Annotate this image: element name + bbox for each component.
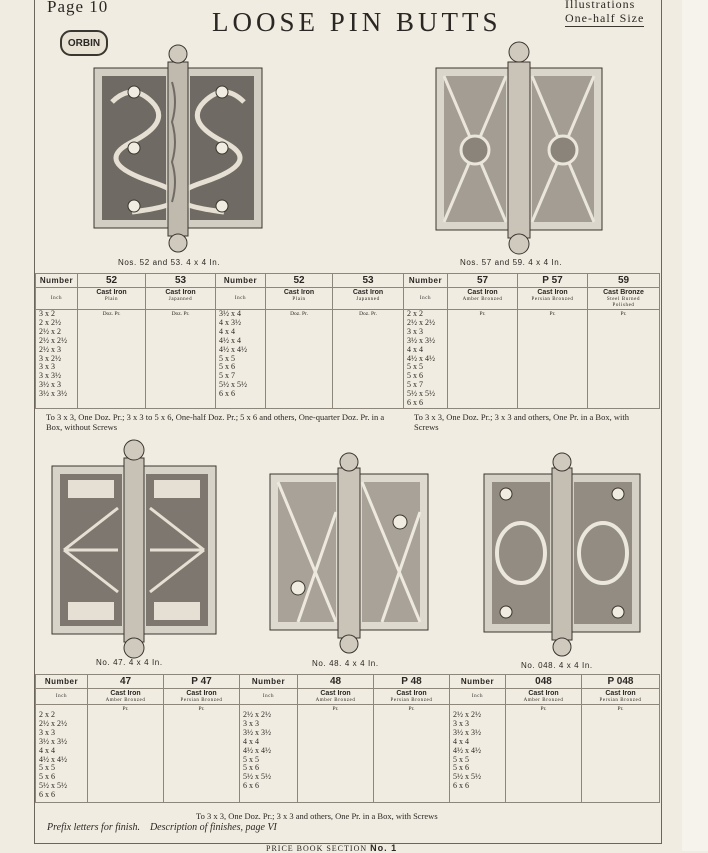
label-persian-bronzed: Persian Bronzed	[531, 297, 574, 302]
cell-48-finish	[298, 689, 374, 705]
label-cast-iron: Cast Iron	[352, 289, 384, 296]
scale-label: One-half Size	[565, 11, 645, 25]
size-entry: 5 x 6	[453, 763, 469, 773]
size-entry: 2½ x 2½	[243, 710, 271, 719]
header-number: Number	[36, 274, 78, 288]
label-amber-bronzed: Amber Bronzed	[523, 698, 564, 703]
packing-note-bottom: To 3 x 3, One Doz. Pr.; 3 x 3 and others, One Pr. in a Box, with Screws	[196, 811, 438, 821]
size-entry: 3 x 3	[453, 718, 469, 728]
cell-59-finish	[588, 288, 660, 310]
finish-footnote: Prefix letters for finish. Description of finishes, page VI	[47, 822, 277, 833]
size-entry: 5½ x 5½	[219, 380, 247, 390]
label-cast-iron: Cast Iron	[165, 289, 196, 296]
sizes-column-3	[450, 705, 506, 803]
section-label: PRICE BOOK SECTION	[266, 844, 368, 853]
label-amber-bronzed: Amber Bronzed	[462, 297, 503, 302]
header-57: 57	[448, 274, 518, 288]
spec-table-top	[35, 273, 660, 409]
cell-p57-finish	[518, 288, 588, 310]
size-entry: 6 x 6	[453, 781, 469, 791]
size-entry: 5 x 6	[243, 763, 259, 773]
cell-52-finish-2	[266, 288, 333, 310]
size-entry: 6 x 6	[407, 398, 423, 408]
size-entry: 6 x 6	[243, 781, 259, 791]
header-inch: Inch	[36, 288, 78, 310]
label-persian-bronzed: Persian Bronzed	[180, 698, 223, 703]
size-entry: 3½ x 3½	[407, 335, 435, 345]
unit-pr: Pr.	[588, 310, 660, 409]
size-entry: 3 x 3	[39, 727, 55, 737]
size-entry: 2½ x 2½	[39, 718, 67, 728]
header-p47: P 47	[164, 675, 240, 689]
size-entry: 4½ x 4½	[243, 745, 271, 755]
unit-doz-pr: Doz. Pr.	[78, 310, 146, 409]
illustrations-note	[565, 0, 644, 27]
label-cast-bronze: Cast Bronze	[603, 289, 644, 296]
size-entry: 6 x 6	[219, 389, 235, 399]
size-entry: 3½ x 4	[219, 309, 241, 318]
page-label: Page 10	[47, 0, 109, 16]
unit-pr: Pr.	[374, 705, 450, 803]
size-entry: 6 x 6	[39, 790, 55, 800]
cell-52-finish	[78, 288, 146, 310]
size-entry: 2½ x 2	[39, 326, 61, 336]
hinge-048-illustration	[482, 452, 642, 658]
page-title: LOOSE PIN BUTTS	[212, 7, 502, 37]
header-number-2: Number	[216, 274, 266, 288]
size-entry: 4 x 4	[453, 736, 469, 746]
unit-pr: Pr.	[88, 705, 164, 803]
cell-048-finish	[506, 689, 582, 705]
size-entry: 2 x 2	[407, 309, 423, 318]
size-entry: 3½ x 3½	[243, 727, 271, 737]
size-entry: 3 x 3	[39, 362, 55, 372]
header-inch-2: Inch	[240, 689, 298, 705]
size-entry: 2 x 2	[39, 710, 55, 719]
hinge-57-59-illustration	[434, 40, 604, 256]
size-entry: 2½ x 2½	[453, 710, 481, 719]
size-entry: 2½ x 3	[39, 344, 61, 354]
label-cast-iron: Cast Iron	[467, 289, 498, 296]
size-entry: 3 x 2½	[39, 353, 61, 363]
label-cast-iron: Cast Iron	[528, 690, 559, 697]
header-p57: P 57	[518, 274, 588, 288]
header-53: 53	[146, 274, 216, 288]
size-entry: 4 x 4	[407, 344, 423, 354]
hinge-52-53-illustration	[92, 42, 264, 254]
size-entry: 5 x 5	[243, 754, 259, 764]
size-entry: 5 x 5	[39, 763, 55, 773]
cell-53-finish-2	[333, 288, 404, 310]
size-entry: 5½ x 5½	[453, 772, 481, 782]
header-p48: P 48	[374, 675, 450, 689]
label-cast-iron: Cast Iron	[537, 289, 568, 296]
label-amber-bronzed: Amber Bronzed	[315, 698, 356, 703]
label-cast-iron: Cast Iron	[396, 690, 427, 697]
size-entry: 3 x 3½	[39, 371, 61, 381]
section-number: No. 1	[370, 843, 398, 853]
header-p048: P 048	[582, 675, 660, 689]
spec-table-bottom	[35, 674, 660, 803]
header-inch-2: Inch	[216, 288, 266, 310]
cell-53-finish	[146, 288, 216, 310]
figure-caption-048: No. 048. 4 x 4 In.	[521, 661, 593, 670]
size-entry: 4½ x 4½	[407, 353, 435, 363]
label-cast-iron: Cast Iron	[320, 690, 351, 697]
sizes-column-left	[36, 310, 78, 409]
label-japanned: Japanned	[356, 297, 380, 302]
header-48: 48	[298, 675, 374, 689]
cell-57-finish	[448, 288, 518, 310]
label-steel-burned: Steel Burned	[606, 297, 641, 302]
size-entry: 5 x 5	[219, 353, 235, 363]
size-entry: 3 x 2	[39, 309, 55, 318]
sizes-column-1	[36, 705, 88, 803]
label-amber-bronzed: Amber Bronzed	[105, 698, 146, 703]
label-cast-iron: Cast Iron	[110, 690, 141, 697]
size-entry: 3½ x 3	[39, 380, 61, 390]
size-entry: 5 x 7	[407, 380, 423, 390]
sizes-column-2	[240, 705, 298, 803]
size-entry: 4½ x 4½	[39, 754, 67, 764]
label-polished: Polished	[612, 303, 635, 308]
header-inch: Inch	[36, 689, 88, 705]
size-entry: 5 x 6	[219, 362, 235, 372]
size-entry: 5 x 6	[407, 371, 423, 381]
size-entry: 4½ x 4	[219, 335, 241, 345]
unit-pr: Pr.	[448, 310, 518, 409]
header-52-2: 52	[266, 274, 333, 288]
size-entry: 3 x 3	[243, 718, 259, 728]
header-59: 59	[588, 274, 660, 288]
logo-text: ORBIN	[67, 37, 101, 49]
label-plain: Plain	[104, 297, 119, 302]
header-number-3: Number	[450, 675, 506, 689]
cell-p48-finish	[374, 689, 450, 705]
size-entry: 3½ x 3½	[39, 736, 67, 746]
header-inch-3: Inch	[450, 689, 506, 705]
sizes-column-mid	[216, 310, 266, 409]
packing-note-left: To 3 x 3, One Doz. Pr.; 3 x 3 to 5 x 6, One-half Doz. Pr.; 5 x 6 and others, One-quarter Doz. Pr. in a Box, without Screws	[46, 412, 385, 432]
unit-doz-pr: Doz. Pr.	[146, 310, 216, 409]
size-entry: 4 x 4	[39, 745, 55, 755]
label-persian-bronzed: Persian Bronzed	[599, 698, 642, 703]
header-inch-3: Inch	[404, 288, 448, 310]
figure-caption-52-53: Nos. 52 and 53. 4 x 4 In.	[118, 258, 221, 267]
size-entry: 5 x 5	[453, 754, 469, 764]
size-entry: 4½ x 4½	[453, 745, 481, 755]
unit-pr: Pr.	[582, 705, 660, 803]
header-number-2: Number	[240, 675, 298, 689]
price-book-footer	[266, 843, 397, 853]
hinge-48-illustration	[268, 452, 430, 656]
unit-doz-pr: Doz. Pr.	[266, 310, 333, 409]
header-048: 048	[506, 675, 582, 689]
size-entry: 5 x 6	[39, 772, 55, 782]
size-entry: 2½ x 2½	[407, 317, 435, 327]
size-entry: 5½ x 5½	[243, 772, 271, 782]
label-cast-iron: Cast Iron	[283, 289, 315, 296]
size-entry: 3 x 3	[407, 326, 423, 336]
figure-caption-47: No. 47. 4 x 4 In.	[96, 658, 163, 667]
cell-p048-finish	[582, 689, 660, 705]
size-entry: 4 x 4	[243, 736, 259, 746]
size-entry: 4 x 4	[219, 326, 235, 336]
unit-pr: Pr.	[518, 310, 588, 409]
label-plain: Plain	[292, 297, 306, 302]
size-entry: 4 x 3½	[219, 317, 241, 327]
unit-pr: Pr.	[164, 705, 240, 803]
label-cast-iron: Cast Iron	[186, 690, 217, 697]
size-entry: 5 x 5	[407, 362, 423, 372]
label-persian-bronzed: Persian Bronzed	[390, 698, 433, 703]
unit-pr: Pr.	[506, 705, 582, 803]
size-entry: 3½ x 3½	[39, 389, 67, 399]
size-entry: 5 x 7	[219, 371, 235, 381]
header-52: 52	[78, 274, 146, 288]
cell-47-finish	[88, 689, 164, 705]
next-page-edge	[682, 0, 708, 851]
sizes-column-right	[404, 310, 448, 409]
header-number-3: Number	[404, 274, 448, 288]
size-entry: 5½ x 5½	[39, 781, 67, 791]
figure-caption-48: No. 48. 4 x 4 In.	[312, 659, 379, 668]
size-entry: 2 x 2½	[39, 317, 61, 327]
illustrations-label: Illustrations	[565, 0, 636, 11]
unit-pr: Pr.	[298, 705, 374, 803]
size-entry: 3½ x 3½	[453, 727, 481, 737]
header-47: 47	[88, 675, 164, 689]
unit-doz-pr: Doz. Pr.	[333, 310, 404, 409]
label-japanned: Japanned	[168, 297, 193, 302]
cell-p47-finish	[164, 689, 240, 705]
label-cast-iron: Cast Iron	[96, 289, 127, 296]
size-entry: 2½ x 2½	[39, 335, 67, 345]
header-53-2: 53	[333, 274, 404, 288]
header-number: Number	[36, 675, 88, 689]
hinge-47-illustration	[50, 438, 218, 660]
size-entry: 5½ x 5½	[407, 389, 435, 399]
size-entry: 4½ x 4½	[219, 344, 247, 354]
packing-note-right: To 3 x 3, One Doz. Pr.; 3 x 3 and others, One Pr. in a Box, with Screws	[414, 412, 629, 432]
figure-caption-57-59: Nos. 57 and 59. 4 x 4 In.	[460, 258, 563, 267]
label-cast-iron: Cast Iron	[605, 690, 636, 697]
